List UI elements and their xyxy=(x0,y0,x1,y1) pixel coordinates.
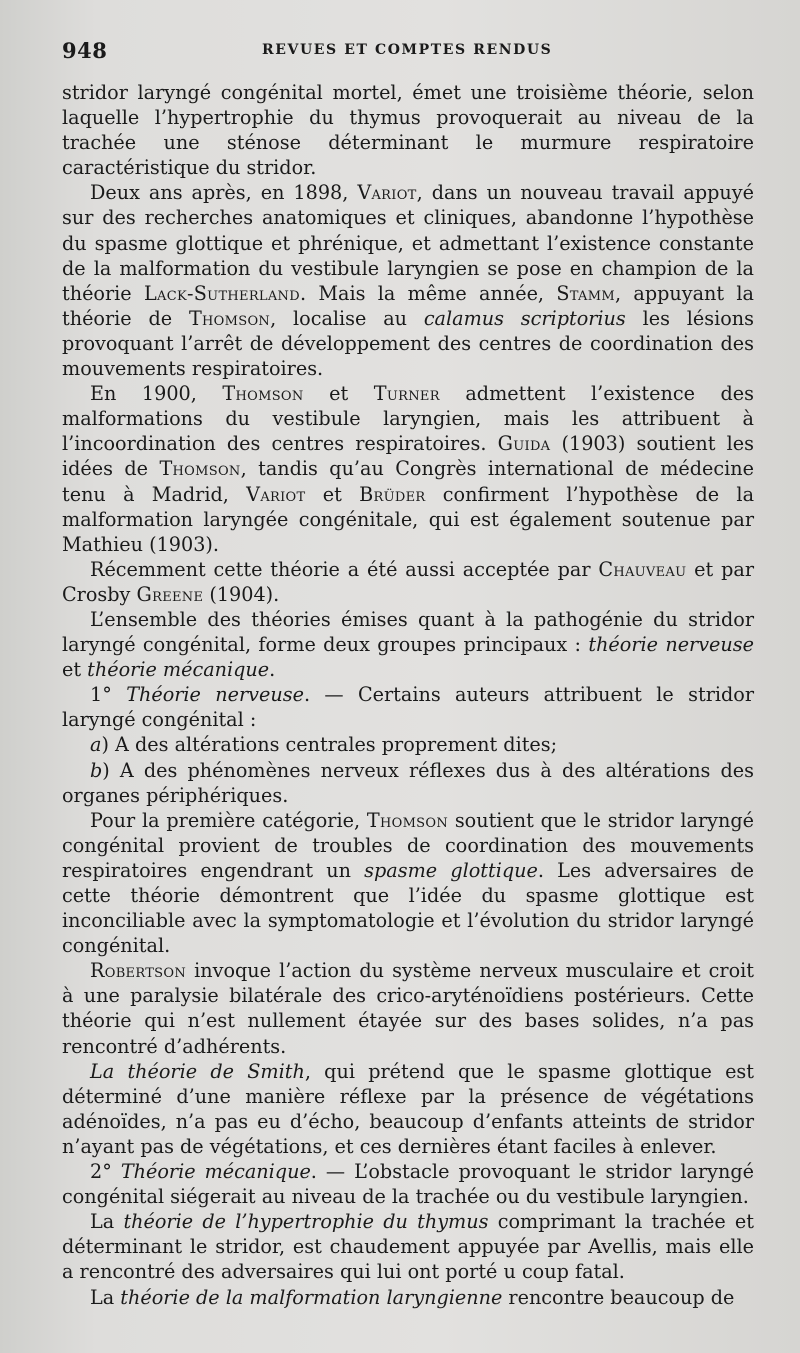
paragraph xyxy=(62,1159,754,1209)
small-caps-name: Variot xyxy=(246,482,306,506)
small-caps-name: Thomson xyxy=(222,382,304,406)
small-caps-name: Lack-Sutherland xyxy=(143,281,300,305)
text-segment: (1903) soutient les idées de xyxy=(62,432,754,481)
text-segment: rencontre beaucoup de xyxy=(502,1285,735,1309)
paragraph xyxy=(62,607,754,682)
italic-text: Théorie mécanique xyxy=(120,1160,311,1184)
paragraph xyxy=(62,732,754,757)
body-text xyxy=(62,80,754,1310)
small-caps-name: Variot xyxy=(357,181,417,205)
text-segment: (1904). xyxy=(203,582,280,606)
text-segment: 2° xyxy=(90,1160,121,1184)
small-caps-name: Stamm xyxy=(556,281,615,305)
paragraph xyxy=(62,808,754,959)
text-segment: admettent l’existence des malformations du vestibule laryngien, mais les attribuent à l’incoordination des centres respiratoires. xyxy=(62,382,754,456)
text-segment: . — Certains auteurs attribuent le stridor laryngé congénital : xyxy=(62,683,755,732)
text-segment: Pour la première catégorie, xyxy=(90,808,367,832)
italic-text: théorie nerveuse xyxy=(588,633,754,657)
text-segment: . Mais la même année, xyxy=(299,281,557,305)
text-segment: et xyxy=(305,482,360,506)
text-segment: invoque l’action du système nerveux musculaire et croit à une paralysie bilatérale des crico-aryténoïdiens postérieurs. Cette théorie qui n’est nullement étayée sur des bases solides, n’a pas rencontré d’adhérents. xyxy=(62,959,754,1058)
italic-text: théorie mécanique xyxy=(87,658,270,682)
italic-text: a xyxy=(90,733,102,757)
text-segment: confirment l’hypothèse de la malformation laryngée congénitale, qui est également soutenue par Mathieu (1903). xyxy=(62,482,755,556)
paragraph xyxy=(62,180,754,381)
text-segment: . Les adversaires de cette théorie démontrent que l’idée du spasme glottique est inconciliable avec la symptomatologie et l’évolution du stridor laryngé congénital. xyxy=(62,858,754,958)
text-segment: ) A des phénomènes nerveux réflexes dus à des altérations des organes périphériques. xyxy=(62,758,754,807)
text-segment: et par Crosby xyxy=(62,557,754,606)
text-segment: La xyxy=(90,1285,121,1309)
running-title: REVUES ET COMPTES RENDUS xyxy=(262,42,553,58)
italic-text: La théorie de Smith xyxy=(90,1059,305,1083)
text-segment: . xyxy=(269,658,276,682)
text-segment: 1° xyxy=(90,683,127,707)
small-caps-name: Thomson xyxy=(188,306,271,330)
italic-text: calamus scriptorius xyxy=(423,306,626,330)
text-segment: et xyxy=(62,658,88,682)
text-segment: . — L’obstacle provoquant le stridor laryngé congénital siégerait au niveau de la trachée ou du vestibule laryngien. xyxy=(62,1160,754,1209)
italic-text: b xyxy=(90,758,103,782)
small-caps-name: Brüder xyxy=(359,482,426,506)
paragraph xyxy=(62,958,754,1058)
text-segment: La xyxy=(90,1210,124,1234)
small-caps-name: Turner xyxy=(373,382,440,406)
paragraph xyxy=(62,1059,754,1159)
italic-text: théorie de la malformation laryngienne xyxy=(120,1285,503,1309)
small-caps-name: Greene xyxy=(136,582,204,606)
small-caps-name: Chauveau xyxy=(598,557,687,581)
page-header xyxy=(62,38,752,62)
paragraph xyxy=(62,1209,754,1284)
small-caps-name: Robertson xyxy=(90,959,187,983)
paragraph xyxy=(62,758,754,808)
text-segment: soutient que le stridor laryngé congénital provient de troubles de coordination des mouvements respiratoires engendrant un xyxy=(62,808,755,882)
text-segment: , appuyant la théorie de xyxy=(62,281,754,330)
page-number: 948 xyxy=(62,38,108,63)
paragraph xyxy=(62,381,754,557)
text-segment: , tandis qu’au Congrès international de médecine tenu à Madrid, xyxy=(62,457,754,506)
text-segment: En 1900, xyxy=(90,382,223,406)
text-segment: L’ensemble des théories émises quant à la pathogénie du stridor laryngé congénital, forme deux groupes principaux : xyxy=(62,607,754,657)
paragraph xyxy=(62,557,754,607)
text-segment: , dans un nouveau travail appuyé sur des recherches anatomiques et cliniques, abandonne l’hypothèse du spasme glottique et phrénique, et admettant l’existence constante de la malformation du vestibule laryngien se pose en champion de la théorie xyxy=(62,181,754,305)
text-segment: , qui prétend que le spasme glottique est déterminé d’une manière réflexe par la présence de végétations adénoïdes, n’a pas eu d’écho, beaucoup d’enfants atteints de stridor n’ayant pas de végétations, et ces dernières étant faciles à enlever. xyxy=(62,1059,754,1158)
text-segment: comprimant la trachée et déterminant le stridor, est chaudement appuyée par Avellis, mais elle a rencontré des adversaires qui lui ont porté u coup fatal. xyxy=(62,1210,754,1284)
small-caps-name: Thomson xyxy=(366,808,449,832)
italic-text: Théorie nerveuse xyxy=(126,683,304,707)
small-caps-name: Guida xyxy=(497,432,551,456)
text-segment: les lésions provoquant l’arrêt de développement des centres de coordination des mouvements respiratoires. xyxy=(62,306,754,381)
text-segment: Récemment cette théorie a été aussi acceptée par xyxy=(90,557,599,581)
text-segment: et xyxy=(303,382,374,406)
paragraph xyxy=(62,1285,754,1310)
paragraph xyxy=(62,80,754,180)
small-caps-name: Thomson xyxy=(159,457,241,481)
paragraph xyxy=(62,682,754,732)
text-segment: ) A des altérations centrales proprement dites; xyxy=(101,733,558,757)
text-segment: stridor laryngé congénital mortel, émet une troisième théorie, selon laquelle l’hypertrophie du thymus provoquerait au niveau de la trachée une sténose déterminant le murmure respiratoire caractéristique du stridor. xyxy=(62,81,754,180)
italic-text: spasme glottique xyxy=(364,858,538,882)
text-segment: Deux ans après, en 1898, xyxy=(90,181,358,205)
text-segment: , localise au xyxy=(270,306,424,330)
italic-text: théorie de l’hypertrophie du thymus xyxy=(123,1210,489,1234)
